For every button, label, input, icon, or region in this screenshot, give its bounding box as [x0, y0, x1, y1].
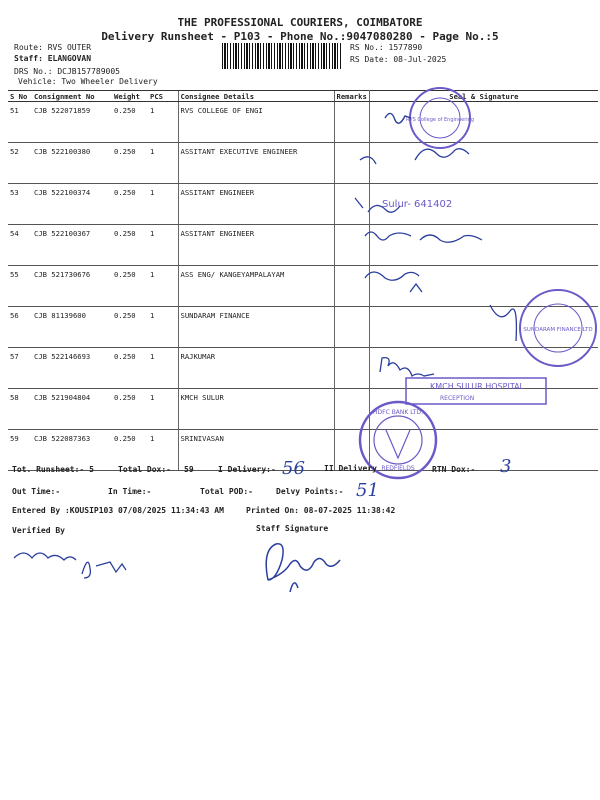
- drs-label: DRS No.: DCJB157789005: [14, 67, 120, 76]
- row-weight: 0.250: [112, 389, 148, 430]
- vehicle-label: Vehicle: Two Wheeler Delivery: [18, 77, 158, 86]
- delvy-points-hand: 51: [356, 480, 379, 501]
- signature-57: [380, 358, 434, 376]
- row-sno: 51: [8, 102, 32, 143]
- row-weight: 0.250: [112, 430, 148, 471]
- row-weight: 0.250: [112, 307, 148, 348]
- row-consignment: CJB 522146693: [32, 348, 112, 389]
- rs-date-label: RS Date: 08-Jul-2025: [350, 55, 447, 64]
- kmch-stamp-text: KMCH SULUR HOSPITAL: [430, 382, 525, 391]
- col-pcs: PCS: [148, 91, 178, 102]
- row-pcs: 1: [148, 225, 178, 266]
- rvs-college-stamp: [406, 88, 474, 148]
- verified-by-label: Verified By: [12, 526, 65, 535]
- row-consignee: ASS ENG/ KANGEYAMPALAYAM: [178, 266, 334, 307]
- rtn-dox-hand: 3: [500, 456, 512, 477]
- row-consignee: ASSITANT ENGINEER: [178, 184, 334, 225]
- signature-52: [360, 149, 469, 164]
- row-consignee: RVS COLLEGE OF ENGI: [178, 102, 334, 143]
- rvs-stamp-text: RVS College of Engineering: [405, 117, 475, 123]
- row-pcs: 1: [148, 266, 178, 307]
- row-consignment: CJB 521904804: [32, 389, 112, 430]
- row-consignment: CJB 522071859: [32, 102, 112, 143]
- row-sno: 52: [8, 143, 32, 184]
- col-remarks: Remarks: [334, 91, 369, 102]
- in-time-label: In Time:-: [108, 487, 152, 496]
- col-sno: S No: [8, 91, 32, 102]
- rtn-dox-label: RTN Dox:-: [432, 465, 476, 474]
- row-consignment: CJB 522100367: [32, 225, 112, 266]
- i-delivery-hand: 56: [282, 458, 305, 479]
- row-consignee: ASSITANT EXECUTIVE ENGINEER: [178, 143, 334, 184]
- delvy-points-label: Delvy Points:-: [276, 487, 344, 496]
- staff-label: Staff: ELANGOVAN: [14, 54, 92, 63]
- row-pcs: 1: [148, 143, 178, 184]
- signature-54: [365, 232, 482, 242]
- row-consignment: CJB 522100374: [32, 184, 112, 225]
- row-sno: 53: [8, 184, 32, 225]
- total-dox-value: 59: [184, 465, 194, 474]
- total-pod-label: Total POD:-: [200, 487, 253, 496]
- row-sno: 57: [8, 348, 32, 389]
- sulur-stamp-text: Sulur- 641402: [382, 199, 453, 210]
- hdfc-stamp-text: HDFC BANK LTD.: [373, 409, 423, 416]
- row-consignment: CJB 522087363: [32, 430, 112, 471]
- row-pcs: 1: [148, 102, 178, 143]
- staff-signature-label: Staff Signature: [256, 524, 329, 533]
- ii-delivery-label: II Delivery: [324, 464, 377, 473]
- col-seal: Seal & Signature: [369, 91, 598, 102]
- col-weight: Weight: [112, 91, 148, 102]
- signature-56: [490, 305, 516, 341]
- row-weight: 0.250: [112, 266, 148, 307]
- hdfc-stamp-sub: REDFIELDS: [381, 465, 415, 472]
- row-pcs: 1: [148, 430, 178, 471]
- row-weight: 0.250: [112, 143, 148, 184]
- row-weight: 0.250: [112, 225, 148, 266]
- sundaram-stamp-text: SUNDARAM FINANCE LTD: [523, 327, 593, 333]
- row-consignee: RAJKUMAR: [178, 348, 334, 389]
- entered-by: Entered By :KOUSIP103 07/08/2025 11:34:43 AM: [12, 506, 224, 515]
- staff-signature-mark: [266, 544, 340, 592]
- sundaram-stamp: [520, 290, 596, 366]
- printed-on: Printed On: 08-07-2025 11:38:42: [246, 506, 396, 515]
- verified-by-signature: [14, 553, 126, 578]
- kmch-stamp-sub: RECEPTION: [440, 395, 475, 402]
- route-label: Route: RVS OUTER: [14, 43, 92, 52]
- row-weight: 0.250: [112, 348, 148, 389]
- signature-55: [365, 272, 422, 292]
- row-pcs: 1: [148, 389, 178, 430]
- col-consignee: Consignee Details: [178, 91, 334, 102]
- kmch-stamp: [406, 378, 546, 404]
- row-weight: 0.250: [112, 102, 148, 143]
- i-delivery-label: I Delivery:-: [218, 465, 276, 474]
- row-sno: 58: [8, 389, 32, 430]
- total-runsheet: Tot. Runsheet:- 5: [12, 465, 94, 474]
- row-consignee: ASSITANT ENGINEER: [178, 225, 334, 266]
- row-consignee: SRINIVASAN: [178, 430, 334, 471]
- row-sno: 54: [8, 225, 32, 266]
- rs-no-label: RS No.: 1577890: [350, 43, 423, 52]
- row-consignment: CJB 81139600: [32, 307, 112, 348]
- row-consignee: SUNDARAM FINANCE: [178, 307, 334, 348]
- row-consignment: CJB 522100380: [32, 143, 112, 184]
- row-sno: 56: [8, 307, 32, 348]
- row-pcs: 1: [148, 348, 178, 389]
- runsheet-subtitle: Delivery Runsheet - P103 - Phone No.:9047080280 - Page No.:5: [101, 30, 499, 43]
- total-dox-label: Total Dox:-: [118, 465, 171, 474]
- out-time-label: Out Time:-: [12, 487, 61, 496]
- row-consignment: CJB 521730676: [32, 266, 112, 307]
- col-consignment: Consignment No: [32, 91, 112, 102]
- row-sno: 55: [8, 266, 32, 307]
- company-title: THE PROFESSIONAL COURIERS, COIMBATORE: [177, 16, 423, 29]
- row-sno: 59: [8, 430, 32, 471]
- row-weight: 0.250: [112, 184, 148, 225]
- row-pcs: 1: [148, 307, 178, 348]
- row-consignee: KMCH SULUR: [178, 389, 334, 430]
- row-pcs: 1: [148, 184, 178, 225]
